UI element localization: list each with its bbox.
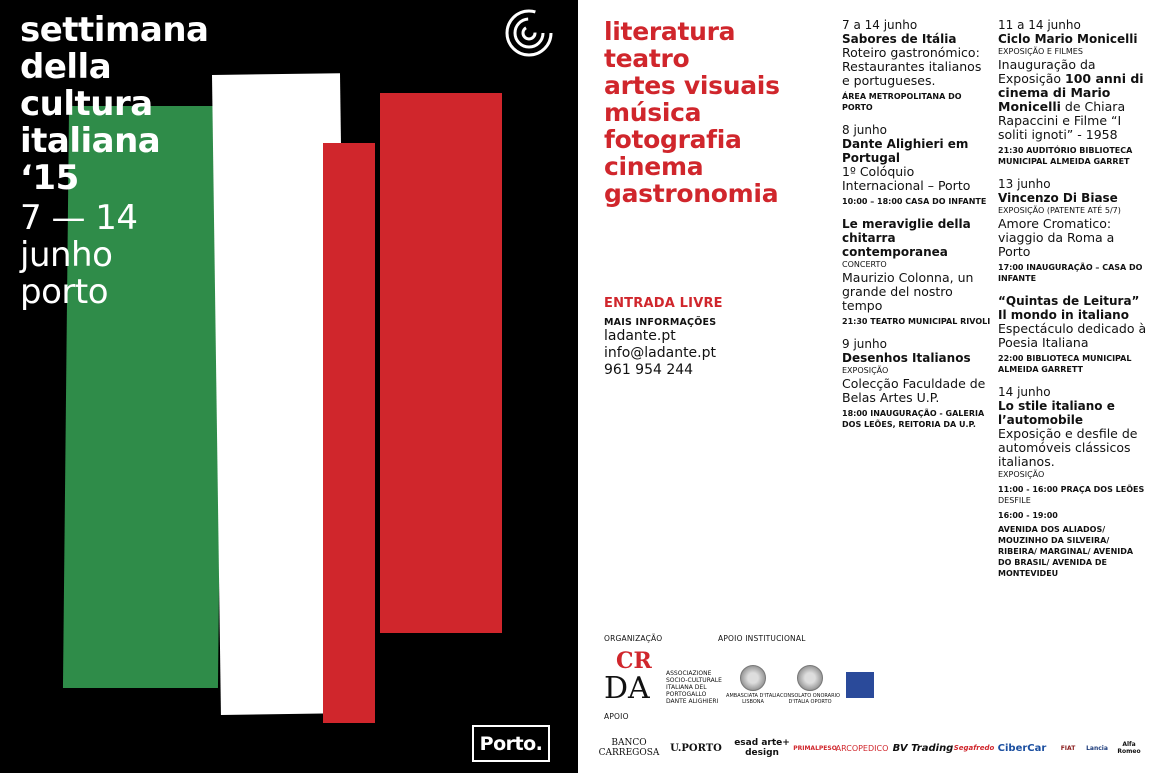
- event-name: Ciclo Mario Monicelli: [998, 32, 1138, 46]
- title-line: ‘15: [20, 158, 79, 198]
- event-place: 21:30 TEATRO MUNICIPAL RIVOLI: [842, 317, 991, 326]
- event-item: [842, 217, 992, 327]
- event-desc: Exposição e desfile de automóveis clássicos italianos.: [998, 426, 1138, 469]
- institutional-support-label: APOIO INSTITUCIONAL: [718, 634, 806, 643]
- date-line: 7 — 14: [20, 198, 138, 238]
- support-label: APOIO: [604, 712, 629, 721]
- event-kind: EXPOSIÇÃO (PATENTE ATÉ 5/7): [998, 206, 1121, 215]
- event-desc: [998, 58, 1148, 142]
- svg-text:CR: CR: [616, 648, 652, 674]
- more-info-label: MAIS INFORMAÇÕES: [604, 317, 717, 328]
- consulate-emblem-icon: [797, 665, 823, 691]
- event-place: 10:00 – 18:00 CASA DO INFANTE: [842, 197, 987, 206]
- event-place: ÁREA METROPOLITANA DO PORTO: [842, 92, 962, 112]
- info-block: [604, 296, 723, 379]
- event-date: 9 junho: [842, 337, 887, 351]
- sponsor-alfa-romeo: Alfa Romeo: [1117, 741, 1141, 755]
- event-name: Sabores de Itália: [842, 32, 957, 46]
- spiral-logo-icon: [504, 8, 554, 58]
- event-date: 7 a 14 junho: [842, 18, 918, 32]
- desc-post: de Chiara Rapaccini e Filme “I soliti ignoti” - 1958: [998, 99, 1126, 142]
- sponsor-esad: esad arte+ design: [734, 738, 790, 758]
- event-name: Le meraviglie della chitarra contemporanea: [842, 217, 971, 259]
- italian-republic-emblem-icon: [740, 665, 766, 691]
- theme-item: teatro: [604, 44, 690, 73]
- event-place: 22:00 BIBLIOTECA MUNICIPAL ALMEIDA GARRETT: [998, 354, 1132, 374]
- event-place: 11:00 - 16:00 PRAÇA DOS LEÕES: [998, 485, 1145, 494]
- sponsor-lancia: Lancia: [1086, 744, 1108, 752]
- consulate-caption: CONSOLATO ONORARIO D'ITALIA OPORTO: [780, 693, 840, 705]
- event-route: AVENIDA DOS ALIADOS/ MOUZINHO DA SILVEIRA/ RIBEIRA/ MARGINAL/ AVENIDA DO BRASIL/ AVENIDA DE MONTEVIDEU: [998, 525, 1134, 578]
- event-kind: EXPOSIÇÃO: [998, 470, 1045, 479]
- email-link[interactable]: info@ladante.pt: [604, 345, 716, 361]
- event-date: 13 junho: [998, 177, 1051, 191]
- sponsor-fiat: FIAT: [1060, 744, 1076, 752]
- free-entry-label: ENTRADA LIVRE: [604, 296, 723, 311]
- event-place: 16:00 - 19:00: [998, 511, 1058, 520]
- theme-item: cinema: [604, 152, 704, 181]
- date-line: junho: [20, 235, 113, 275]
- event-date: 11 a 14 junho: [998, 18, 1081, 32]
- theme-item: fotografia: [604, 125, 742, 154]
- event-date: 14 junho: [998, 385, 1051, 399]
- event-kind: DESFILE: [998, 496, 1031, 505]
- title-line: cultura: [20, 84, 153, 124]
- desc-pre: Inauguração da Exposição: [998, 57, 1096, 86]
- event-item: [998, 385, 1148, 579]
- sponsor-segafredo: Segafredo: [953, 744, 995, 752]
- poster-dates: [20, 200, 138, 311]
- poster-title: [20, 12, 208, 197]
- event-desc: Colecção Faculdade de Belas Artes U.P.: [842, 376, 986, 405]
- sponsor-banco-carregosa: BANCO CARREGOSA: [598, 738, 660, 758]
- embassy-caption: AMBASCIATA D'ITALIA LISBONA: [726, 693, 780, 705]
- red-stripe-wide: [380, 93, 502, 633]
- theme-item: gastronomia: [604, 179, 779, 208]
- event-name: Dante Alighieri em Portugal: [842, 137, 969, 165]
- sponsor-arcopedico: ARCOPEDICO: [835, 743, 889, 753]
- events-column-b: [998, 18, 1148, 589]
- website-link[interactable]: ladante.pt: [604, 328, 676, 344]
- event-item: [842, 123, 992, 207]
- desc-bold: 100 anni di cinema di Mario Monicelli: [998, 71, 1144, 114]
- program-panel: [578, 0, 1160, 773]
- title-line: settimana: [20, 10, 209, 50]
- event-kind: EXPOSIÇÃO: [842, 366, 889, 375]
- event-item: [842, 337, 992, 430]
- date-line: porto: [20, 272, 108, 312]
- event-kind: EXPOSIÇÃO E FILMES: [998, 47, 1083, 56]
- event-desc: Espectáculo dedicado à Poesia Italiana: [998, 321, 1147, 350]
- dante-association-name: ASSOCIAZIONE SOCIO-CULTURALE ITALIANA DEL PORTOGALLO DANTE ALIGHIERI: [666, 670, 722, 705]
- event-item: [842, 18, 992, 113]
- event-name: Desenhos Italianos: [842, 351, 971, 365]
- title-line: della: [20, 47, 112, 87]
- event-name: Vincenzo Di Biase: [998, 191, 1118, 205]
- organization-label: ORGANIZAÇÃO: [604, 634, 663, 643]
- event-date: 8 junho: [842, 123, 887, 137]
- event-desc: 1º Colóquio Internacional – Porto: [842, 164, 971, 193]
- events-column-a: [842, 18, 992, 440]
- title-line: italiana: [20, 121, 161, 161]
- theme-item: artes visuais: [604, 71, 780, 100]
- red-stripe-narrow: [323, 143, 375, 723]
- themes-list: [604, 18, 780, 207]
- event-place: 21:30 AUDITÓRIO BIBLIOTECA MUNICIPAL ALMEIDA GARRET: [998, 146, 1133, 166]
- event-item: [998, 294, 1148, 375]
- event-item: [998, 18, 1148, 167]
- sponsor-bvtrading: BV Trading: [892, 742, 954, 754]
- event-kind: CONCERTO: [842, 260, 887, 269]
- event-place: 17:00 INAUGURAÇÃO – CASA DO INFANTE: [998, 263, 1143, 283]
- event-item: [998, 177, 1148, 284]
- dante-alighieri-logo-icon: [602, 648, 662, 702]
- sponsor-cibercar: CiberCar: [997, 742, 1047, 754]
- event-name: “Quintas de Leitura” Il mondo in italiano: [998, 294, 1140, 322]
- event-place: 18:00 INAUGURAÇÃO - GALERIA DOS LEÕES, REITORIA DA U.P.: [842, 409, 985, 429]
- sponsor-primalpeso: PRIMALPESO: [793, 744, 837, 752]
- theme-item: música: [604, 98, 702, 127]
- event-desc: Maurizio Colonna, un grande del nostro tempo: [842, 270, 974, 313]
- poster-panel: [0, 0, 578, 773]
- sponsor-uporto: U.PORTO: [670, 742, 722, 754]
- institute-logo-icon: [846, 672, 874, 698]
- theme-item: literatura: [604, 17, 736, 46]
- event-name: Lo stile italiano e l’automobile: [998, 399, 1115, 427]
- svg-text:DA: DA: [604, 671, 650, 702]
- porto-logo: Porto.: [472, 725, 550, 762]
- event-desc: Amore Cromatico: viaggio da Roma a Porto: [998, 216, 1115, 259]
- event-desc: Roteiro gastronómico: Restaurantes italianos e portugueses.: [842, 45, 982, 88]
- phone-number: 961 954 244: [604, 362, 694, 378]
